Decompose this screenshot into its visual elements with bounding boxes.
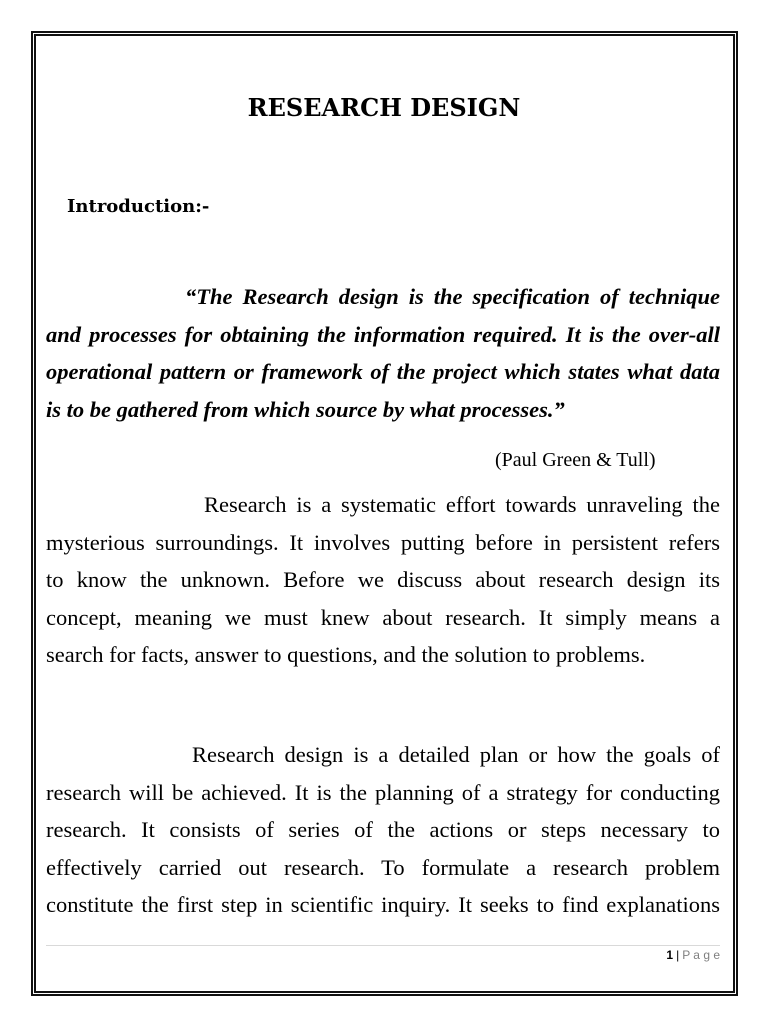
paragraph-line: to know the unknown. Before we discuss about research design its: [46, 567, 720, 593]
footer-separator: |: [676, 948, 680, 962]
quote-line: and processes for obtaining the information required. It is the over-all: [46, 321, 720, 347]
quote-block: [46, 278, 720, 428]
section-heading: Introduction:-: [67, 196, 210, 217]
page-footer: [666, 948, 720, 962]
paragraph-line: research. It consists of series of the actions or steps necessary to: [46, 817, 720, 843]
paragraph: [46, 486, 720, 674]
document-title: RESEARCH DESIGN: [247, 93, 521, 122]
paragraph-line: search for facts, answer to questions, and the solution to problems.: [46, 642, 646, 668]
quote-line: “The Research design is the specification of technique: [185, 284, 720, 309]
page-label: P a g e: [682, 948, 720, 962]
paragraph-line: Research design is a detailed plan or how the goals of: [192, 742, 720, 767]
paragraph: [46, 736, 720, 924]
paragraph-line: Research is a systematic effort towards unraveling the: [204, 492, 720, 517]
paragraph-line: constitute the first step in scientific inquiry. It seeks to find explanations: [46, 892, 720, 918]
quote-line: is to be gathered from which source by what processes.”: [46, 396, 565, 422]
paragraph-line: concept, meaning we must knew about research. It simply means a: [46, 604, 720, 630]
page-number: 1: [666, 948, 674, 962]
paragraph-line: mysterious surroundings. It involves putting before in persistent refers: [46, 529, 720, 555]
quote-attribution: (Paul Green & Tull): [495, 449, 656, 471]
paragraph-line: research will be achieved. It is the planning of a strategy for conducting: [46, 779, 720, 805]
footer-divider: [46, 945, 720, 946]
quote-line: operational pattern or framework of the project which states what data: [46, 359, 720, 385]
paragraph-line: effectively carried out research. To formulate a research problem: [46, 854, 720, 880]
